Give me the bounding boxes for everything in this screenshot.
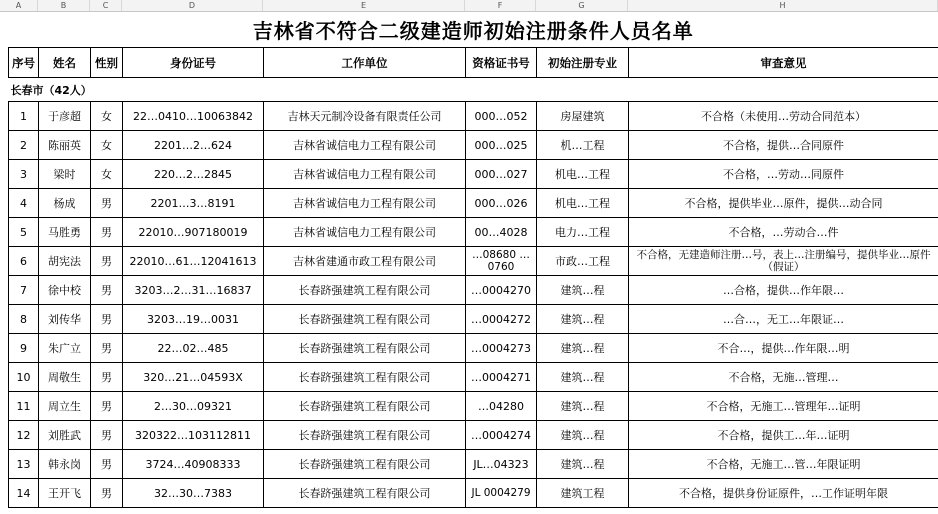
cell-no[interactable]: 11 xyxy=(9,392,39,421)
cell-no[interactable]: 5 xyxy=(9,218,39,247)
cell-sex[interactable]: 男 xyxy=(91,305,123,334)
cell-no[interactable]: 4 xyxy=(9,189,39,218)
cell-unit[interactable]: 长春跻强建筑工程有限公司 xyxy=(264,421,466,450)
cell-major[interactable]: 建筑…程 xyxy=(537,276,629,305)
cell-major[interactable]: 建筑…程 xyxy=(537,421,629,450)
cell-major[interactable]: 机电…工程 xyxy=(537,189,629,218)
cell-cert[interactable]: …08680 …0760 xyxy=(466,247,537,276)
column-letter[interactable]: C xyxy=(90,0,122,11)
cell-no[interactable]: 1 xyxy=(9,102,39,131)
cell-unit[interactable]: 长春跻强建筑工程有限公司 xyxy=(264,305,466,334)
column-letter[interactable]: B xyxy=(38,0,90,11)
cell-id[interactable]: 22…02…485 xyxy=(123,334,264,363)
cell-opinion[interactable]: 不合格，…劳动…同原件 xyxy=(629,160,938,189)
cell-no[interactable]: 3 xyxy=(9,160,39,189)
cell-id[interactable]: 32…30…7383 xyxy=(123,479,264,508)
cell-major[interactable]: 房屋建筑 xyxy=(537,102,629,131)
cell-name[interactable]: 杨成 xyxy=(39,189,91,218)
cell-unit[interactable]: 吉林省诚信电力工程有限公司 xyxy=(264,131,466,160)
cell-name[interactable]: 周立生 xyxy=(39,392,91,421)
cell-no[interactable]: 6 xyxy=(9,247,39,276)
cell-cert[interactable]: 000…027 xyxy=(466,160,537,189)
cell-major[interactable]: 电力…工程 xyxy=(537,218,629,247)
cell-sex[interactable]: 男 xyxy=(91,218,123,247)
cell-opinion[interactable]: 不合格，提供毕业…原件，提供…动合同 xyxy=(629,189,938,218)
table-row xyxy=(9,479,938,508)
cell-sex[interactable]: 女 xyxy=(91,160,123,189)
table-row xyxy=(9,247,938,276)
cell-major[interactable]: 建筑…程 xyxy=(537,334,629,363)
table-row xyxy=(9,218,938,247)
cell-unit[interactable]: 吉林省诚信电力工程有限公司 xyxy=(264,218,466,247)
cell-id[interactable]: 3203…19…0031 xyxy=(123,305,264,334)
cell-name[interactable]: 胡宪法 xyxy=(39,247,91,276)
cell-id[interactable]: 3724…40908333 xyxy=(123,450,264,479)
table-row xyxy=(9,160,938,189)
cell-major[interactable]: 机电…工程 xyxy=(537,160,629,189)
cell-major[interactable]: 建筑工程 xyxy=(537,479,629,508)
table-row xyxy=(9,421,938,450)
column-letter[interactable]: F xyxy=(465,0,536,11)
cell-cert[interactable]: JL…04323 xyxy=(466,450,537,479)
header-cell-name[interactable]: 姓名 xyxy=(39,48,91,78)
cell-cert[interactable]: …0004271 xyxy=(466,363,537,392)
cell-sex[interactable]: 男 xyxy=(91,276,123,305)
cell-unit[interactable]: 长春跻强建筑工程有限公司 xyxy=(264,392,466,421)
column-letter[interactable]: H xyxy=(628,0,938,11)
cell-name[interactable]: 王开飞 xyxy=(39,479,91,508)
cell-opinion[interactable]: 不合格，提供身份证原件，…工作证明年限 xyxy=(629,479,938,508)
cell-cert[interactable]: 000…052 xyxy=(466,102,537,131)
spreadsheet xyxy=(8,11,938,508)
cell-major[interactable]: 建筑…程 xyxy=(537,392,629,421)
cell-name[interactable]: 梁时 xyxy=(39,160,91,189)
cell-unit[interactable]: 吉林省建通市政工程有限公司 xyxy=(264,247,466,276)
cell-sex[interactable]: 男 xyxy=(91,421,123,450)
cell-cert[interactable]: JL 0004279 xyxy=(466,479,537,508)
cell-sex[interactable]: 男 xyxy=(91,247,123,276)
cell-major[interactable]: 建筑…程 xyxy=(537,450,629,479)
cell-cert[interactable]: …0004274 xyxy=(466,421,537,450)
table-row xyxy=(9,392,938,421)
header-cell-opinion[interactable]: 审查意见 xyxy=(629,48,938,78)
header-cell-sex[interactable]: 性别 xyxy=(91,48,123,78)
table-row xyxy=(9,276,938,305)
cell-id[interactable]: 2201…2…624 xyxy=(123,131,264,160)
cell-unit[interactable]: 长春跻强建筑工程有限公司 xyxy=(264,450,466,479)
cell-cert[interactable]: 000…026 xyxy=(466,189,537,218)
cell-unit[interactable]: 吉林天元制冷设备有限责任公司 xyxy=(264,102,466,131)
cell-cert[interactable]: 00…4028 xyxy=(466,218,537,247)
cell-id[interactable]: 220…2…2845 xyxy=(123,160,264,189)
cell-no[interactable]: 10 xyxy=(9,363,39,392)
roster-table xyxy=(8,11,938,508)
cell-id[interactable]: 320…21…04593X xyxy=(123,363,264,392)
cell-opinion[interactable]: 不合格，提供工…年…证明 xyxy=(629,421,938,450)
cell-opinion[interactable]: 不合格，…劳动合…件 xyxy=(629,218,938,247)
header-cell-unit[interactable]: 工作单位 xyxy=(264,48,466,78)
cell-id[interactable]: 22010…907180019 xyxy=(123,218,264,247)
cell-unit[interactable]: 长春跻强建筑工程有限公司 xyxy=(264,363,466,392)
cell-cert[interactable]: …0004270 xyxy=(466,276,537,305)
cell-no[interactable]: 2 xyxy=(9,131,39,160)
cell-sex[interactable]: 男 xyxy=(91,450,123,479)
cell-unit[interactable]: 长春跻强建筑工程有限公司 xyxy=(264,276,466,305)
cell-id[interactable]: 3203…2…31…16837 xyxy=(123,276,264,305)
cell-opinion[interactable]: …合…，无工…年限证… xyxy=(629,305,938,334)
cell-major[interactable]: 机…工程 xyxy=(537,131,629,160)
cell-opinion[interactable]: 不合格，提供…合同原件 xyxy=(629,131,938,160)
cell-name[interactable]: 于彦超 xyxy=(39,102,91,131)
cell-name[interactable]: 韩永岗 xyxy=(39,450,91,479)
cell-unit[interactable]: 吉林省诚信电力工程有限公司 xyxy=(264,189,466,218)
cell-unit[interactable]: 长春跻强建筑工程有限公司 xyxy=(264,479,466,508)
cell-name[interactable]: 陈丽英 xyxy=(39,131,91,160)
table-row xyxy=(9,131,938,160)
cell-opinion[interactable]: 不合格，无施工…管…年限证明 xyxy=(629,450,938,479)
header-cell-major[interactable]: 初始注册专业 xyxy=(537,48,629,78)
cell-sex[interactable]: 女 xyxy=(91,131,123,160)
cell-major[interactable]: 建筑…程 xyxy=(537,305,629,334)
cell-sex[interactable]: 女 xyxy=(91,102,123,131)
cell-opinion[interactable]: 不合格，无建造师注册…号，表上…注册编号，提供毕业…原件（假证） xyxy=(629,247,938,276)
table-row xyxy=(9,450,938,479)
cell-name[interactable]: 徐中校 xyxy=(39,276,91,305)
cell-name[interactable]: 刘传华 xyxy=(39,305,91,334)
city-group-label[interactable]: 长春市（42人） xyxy=(9,78,938,102)
cell-cert[interactable]: 000…025 xyxy=(466,131,537,160)
header-cell-id[interactable]: 身份证号 xyxy=(123,48,264,78)
table-row xyxy=(9,102,938,131)
column-letter[interactable]: G xyxy=(536,0,628,11)
cell-unit[interactable]: 长春跻强建筑工程有限公司 xyxy=(264,334,466,363)
cell-major[interactable]: 建筑…程 xyxy=(537,363,629,392)
cell-id[interactable]: 22…0410…10063842 xyxy=(123,102,264,131)
cell-no[interactable]: 12 xyxy=(9,421,39,450)
cell-id[interactable]: 2…30…09321 xyxy=(123,392,264,421)
cell-name[interactable]: 周敬生 xyxy=(39,363,91,392)
cell-name[interactable]: 马胜勇 xyxy=(39,218,91,247)
cell-id[interactable]: 2201…3…8191 xyxy=(123,189,264,218)
header-cell-no[interactable]: 序号 xyxy=(9,48,39,78)
table-row xyxy=(9,305,938,334)
cell-sex[interactable]: 男 xyxy=(91,334,123,363)
cell-opinion[interactable]: 不合格，无施…管理… xyxy=(629,363,938,392)
cell-sex[interactable]: 男 xyxy=(91,189,123,218)
cell-name[interactable]: 刘胜武 xyxy=(39,421,91,450)
cell-id[interactable]: 22010…61…12041613 xyxy=(123,247,264,276)
sheet-title: 吉林省不符合二级建造师初始注册条件人员名单 xyxy=(9,11,938,48)
header-cell-cert[interactable]: 资格证书号 xyxy=(466,48,537,78)
table-row xyxy=(9,363,938,392)
column-letter[interactable]: A xyxy=(0,0,38,11)
cell-cert[interactable]: …04280 xyxy=(466,392,537,421)
cell-opinion[interactable]: 不合格，无施工…管理年…证明 xyxy=(629,392,938,421)
cell-opinion[interactable]: 不合格（未使用…劳动合同范本） xyxy=(629,102,938,131)
column-letter[interactable]: E xyxy=(263,0,465,11)
cell-opinion[interactable]: …合格，提供…作年限… xyxy=(629,276,938,305)
cell-id[interactable]: 320322…103112811 xyxy=(123,421,264,450)
header-row xyxy=(9,48,938,78)
cell-sex[interactable]: 男 xyxy=(91,363,123,392)
column-letter[interactable]: D xyxy=(122,0,263,11)
cell-no[interactable]: 8 xyxy=(9,305,39,334)
table-row xyxy=(9,189,938,218)
cell-no[interactable]: 7 xyxy=(9,276,39,305)
cell-unit[interactable]: 吉林省诚信电力工程有限公司 xyxy=(264,160,466,189)
table-row xyxy=(9,334,938,363)
cell-no[interactable]: 9 xyxy=(9,334,39,363)
cell-name[interactable]: 朱广立 xyxy=(39,334,91,363)
cell-no[interactable]: 13 xyxy=(9,450,39,479)
cell-sex[interactable]: 男 xyxy=(91,479,123,508)
cell-cert[interactable]: …0004273 xyxy=(466,334,537,363)
cell-cert[interactable]: …0004272 xyxy=(466,305,537,334)
cell-sex[interactable]: 男 xyxy=(91,392,123,421)
cell-no[interactable]: 14 xyxy=(9,479,39,508)
cell-major[interactable]: 市政…工程 xyxy=(537,247,629,276)
cell-opinion[interactable]: 不合…，提供…作年限…明 xyxy=(629,334,938,363)
